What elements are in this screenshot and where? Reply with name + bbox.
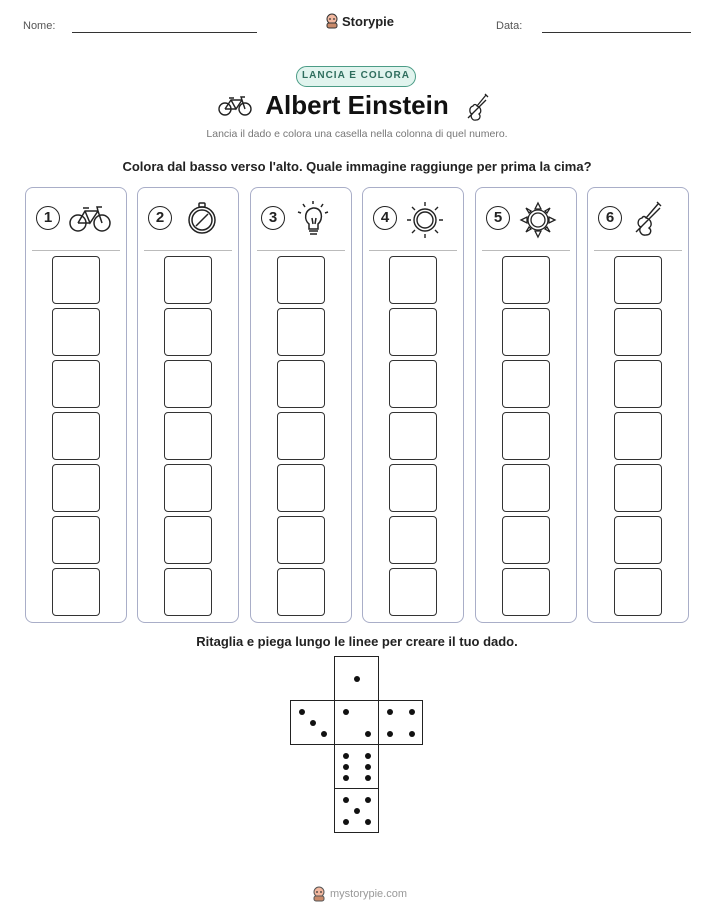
- column-6: [587, 187, 689, 623]
- column-number: 4: [373, 206, 397, 230]
- color-cell[interactable]: [389, 308, 437, 356]
- column-header: [363, 188, 463, 250]
- footer: [312, 886, 407, 902]
- column-2: [137, 187, 239, 623]
- column-header: [26, 188, 126, 250]
- color-cell[interactable]: [277, 308, 325, 356]
- date-line[interactable]: [542, 32, 691, 33]
- color-cell[interactable]: [164, 308, 212, 356]
- column-divider: [369, 250, 457, 251]
- color-cell[interactable]: [164, 256, 212, 304]
- die-face-1: [334, 656, 379, 701]
- column-4: [362, 187, 464, 623]
- column-header: [251, 188, 351, 250]
- pip: [299, 709, 305, 715]
- column-number: 5: [486, 206, 510, 230]
- color-cell[interactable]: [389, 568, 437, 616]
- color-cell[interactable]: [52, 568, 100, 616]
- violin-icon: [466, 92, 492, 122]
- color-cell[interactable]: [614, 412, 662, 460]
- die-face-6: [334, 744, 379, 789]
- color-cell[interactable]: [277, 256, 325, 304]
- column-5: [475, 187, 577, 623]
- pip: [387, 731, 393, 737]
- name-line[interactable]: [72, 32, 257, 33]
- violin-icon: [630, 200, 674, 240]
- die-face-2: [334, 700, 379, 745]
- column-header: [476, 188, 576, 250]
- color-cell[interactable]: [164, 568, 212, 616]
- sun-rays-icon: [518, 200, 562, 240]
- color-cell[interactable]: [52, 256, 100, 304]
- color-cell[interactable]: [164, 516, 212, 564]
- pip: [409, 731, 415, 737]
- color-cell[interactable]: [614, 464, 662, 512]
- column-header: [138, 188, 238, 250]
- footer-url[interactable]: mystorypie.com: [330, 888, 408, 900]
- activity-badge: LANCIA E COLORA: [296, 66, 416, 87]
- cut-instruction: Ritaglia e piega lungo le linee per creare il tuo dado.: [196, 634, 518, 649]
- pip: [343, 709, 349, 715]
- color-cell[interactable]: [389, 256, 437, 304]
- pip: [343, 764, 349, 770]
- color-cell[interactable]: [389, 360, 437, 408]
- color-cell[interactable]: [52, 516, 100, 564]
- brand-logo: [325, 13, 394, 29]
- pip: [310, 720, 316, 726]
- color-cell[interactable]: [614, 360, 662, 408]
- color-cell[interactable]: [52, 464, 100, 512]
- color-cell[interactable]: [502, 256, 550, 304]
- color-cell[interactable]: [614, 568, 662, 616]
- column-divider: [594, 250, 682, 251]
- color-cell[interactable]: [502, 568, 550, 616]
- pip: [365, 764, 371, 770]
- name-label: Nome:: [23, 20, 56, 32]
- color-cell[interactable]: [614, 516, 662, 564]
- pip: [387, 709, 393, 715]
- color-cell[interactable]: [614, 256, 662, 304]
- die-face-4: [378, 700, 423, 745]
- storypie-mascot-icon: [312, 886, 326, 902]
- page-title: Albert Einstein: [265, 90, 449, 120]
- pip: [365, 731, 371, 737]
- color-cell[interactable]: [502, 412, 550, 460]
- column-divider: [257, 250, 345, 251]
- column-header: [588, 188, 688, 250]
- die-face-3: [290, 700, 335, 745]
- die-face-5: [334, 788, 379, 833]
- sun-icon: [405, 200, 449, 240]
- column-number: 2: [148, 206, 172, 230]
- pip: [409, 709, 415, 715]
- subtitle: Lancia il dado e colora una casella nella colonna di quel numero.: [206, 128, 508, 140]
- storypie-mascot-icon: [325, 13, 339, 29]
- column-divider: [144, 250, 232, 251]
- color-cell[interactable]: [389, 516, 437, 564]
- pip: [365, 819, 371, 825]
- color-cell[interactable]: [389, 464, 437, 512]
- pip: [321, 731, 327, 737]
- color-cell[interactable]: [52, 308, 100, 356]
- pip: [365, 775, 371, 781]
- color-cell[interactable]: [502, 360, 550, 408]
- bicycle-icon: [68, 200, 112, 236]
- color-cell[interactable]: [389, 412, 437, 460]
- color-cell[interactable]: [277, 464, 325, 512]
- instruction: Colora dal basso verso l'alto. Quale immagine raggiunge per prima la cima?: [122, 159, 592, 174]
- column-number: 6: [598, 206, 622, 230]
- pip: [343, 819, 349, 825]
- pip: [343, 753, 349, 759]
- color-cell[interactable]: [164, 412, 212, 460]
- column-number: 3: [261, 206, 285, 230]
- column-number: 1: [36, 206, 60, 230]
- color-cell[interactable]: [614, 308, 662, 356]
- pip: [343, 775, 349, 781]
- color-cell[interactable]: [277, 360, 325, 408]
- compass-icon: [180, 200, 224, 236]
- column-1: [25, 187, 127, 623]
- brand-name: Storypie: [342, 13, 395, 29]
- color-cell[interactable]: [52, 360, 100, 408]
- color-cell[interactable]: [502, 308, 550, 356]
- date-label: Data:: [496, 20, 523, 32]
- color-cell[interactable]: [164, 464, 212, 512]
- color-cell[interactable]: [277, 412, 325, 460]
- color-cell[interactable]: [52, 412, 100, 460]
- color-cell[interactable]: [502, 464, 550, 512]
- pip: [365, 797, 371, 803]
- pip: [354, 808, 360, 814]
- pip: [354, 676, 360, 682]
- column-divider: [482, 250, 570, 251]
- column-3: [250, 187, 352, 623]
- pip: [343, 797, 349, 803]
- pip: [365, 753, 371, 759]
- color-cell[interactable]: [277, 516, 325, 564]
- color-cell[interactable]: [502, 516, 550, 564]
- color-cell[interactable]: [164, 360, 212, 408]
- lightbulb-icon: [293, 200, 337, 240]
- column-divider: [32, 250, 120, 251]
- color-cell[interactable]: [277, 568, 325, 616]
